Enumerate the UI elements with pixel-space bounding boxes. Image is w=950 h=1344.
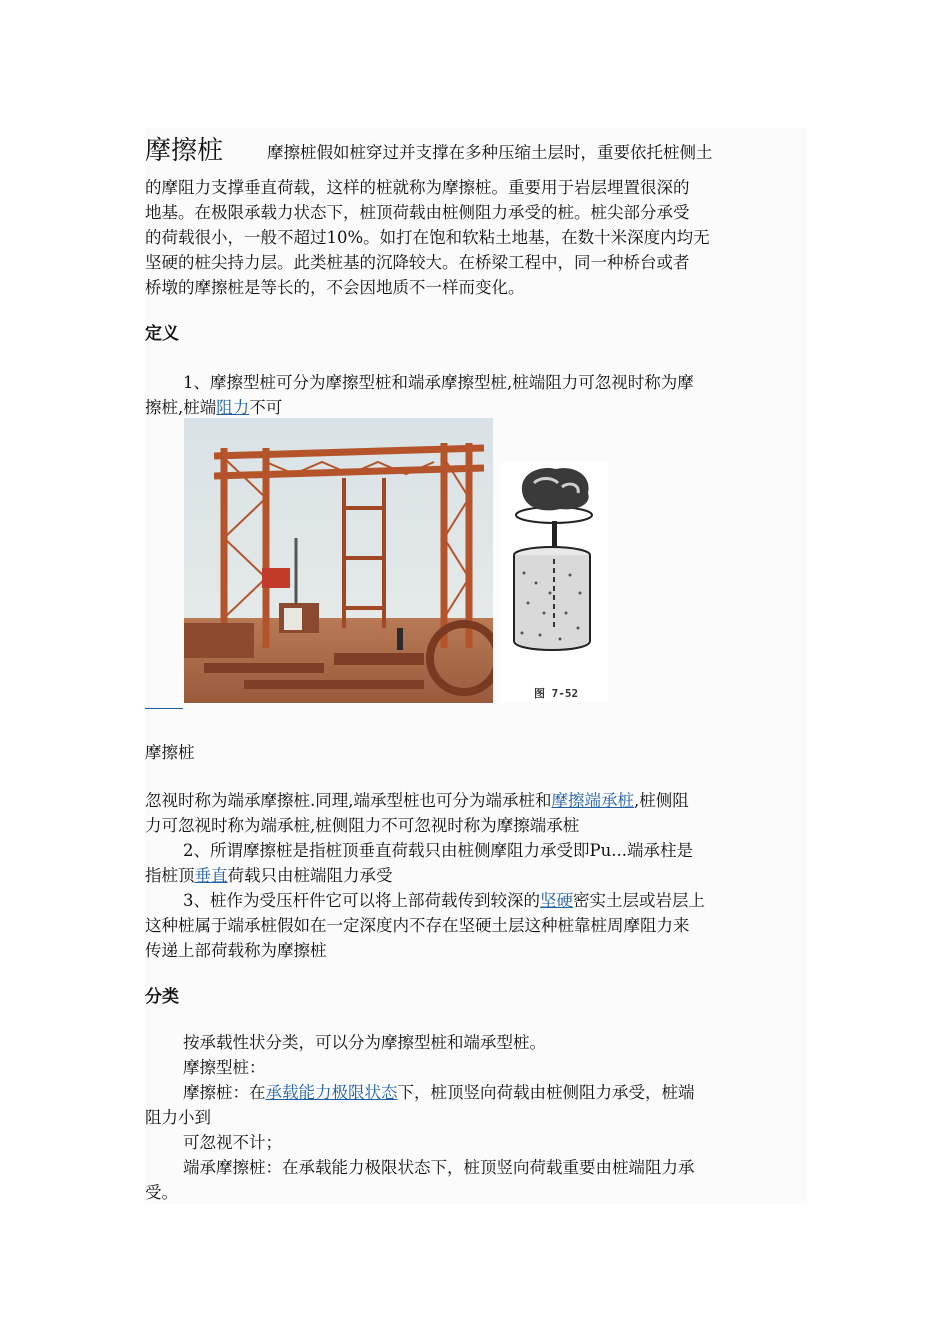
text-run: 摩擦桩：在 xyxy=(183,1083,266,1102)
page-title: 摩擦桩 xyxy=(145,136,224,166)
paragraph-line: 力可忽视时称为端承桩,桩侧阻力不可忽视时称为摩擦端承桩 xyxy=(145,816,580,835)
intro-line: 地基。在极限承载力状态下，桩顶荷载由桩侧阻力承受的桩。桩尖部分承受 xyxy=(145,203,690,222)
friction-pile-diagram xyxy=(500,463,608,703)
intro-line-1: 摩擦桩假如桩穿过并支撑在多种压缩土层时，重要依托桩侧土 xyxy=(267,143,713,162)
paragraph-line: 摩擦型桩： xyxy=(183,1058,266,1077)
construction-site-image xyxy=(184,418,493,703)
link-hard[interactable]: 坚硬 xyxy=(540,891,573,910)
intro-paragraph xyxy=(145,175,807,325)
paragraph-line: 这种桩属于端承桩假如在一定深度内不存在坚硬土层这种桩靠桩周摩阻力来 xyxy=(145,916,690,935)
text-run: 荷载只由桩端阻力承受 xyxy=(227,866,393,885)
definition-paragraph-2 xyxy=(145,788,807,963)
paragraph-line: 端承摩擦桩：在承载能力极限状态下，桩顶竖向荷载重要由桩端阻力承 xyxy=(183,1158,695,1177)
link-resistance[interactable]: 阻力 xyxy=(216,398,250,417)
paragraph-line: 阻力小到 xyxy=(145,1108,211,1127)
paragraph-line: 1、摩擦型桩可分为摩擦型桩和端承摩擦型桩,桩端阻力可忽视时称为摩 xyxy=(183,373,694,392)
definition-paragraph-1 xyxy=(145,370,807,420)
text-run: 下，桩顶竖向荷载由桩侧阻力承受，桩端 xyxy=(397,1083,695,1102)
pile-driving-rig-photo xyxy=(184,418,493,703)
paragraph-line xyxy=(145,395,807,420)
caption-link-underline[interactable] xyxy=(145,708,183,709)
intro-line: 坚硬的桩尖持力层。此类桩基的沉降较大。在桥梁工程中，同一种桥台或者 xyxy=(145,253,690,272)
paragraph-line: 受。 xyxy=(145,1183,178,1202)
link-vertical[interactable]: 垂直 xyxy=(194,866,228,885)
link-ultimate-limit-state[interactable]: 承载能力极限状态 xyxy=(265,1083,398,1102)
section-heading-definition: 定义 xyxy=(145,324,179,344)
text-run: 擦桩,桩端 xyxy=(145,398,217,417)
paragraph-line xyxy=(145,1080,807,1105)
paragraph-line: 传递上部荷载称为摩擦桩 xyxy=(145,941,327,960)
figure-label: 图 7-52 xyxy=(534,687,579,700)
paragraph-line: 2、所谓摩擦桩是指桩顶垂直荷载只由桩侧摩阻力承受即Pu...端承柱是 xyxy=(183,841,693,860)
intro-line: 的摩阻力支撑垂直荷载，这样的桩就称为摩擦桩。重要用于岩层埋置很深的 xyxy=(145,178,690,197)
text-run: ,桩侧阻 xyxy=(634,791,689,810)
intro-line: 的荷载很小，一般不超过10%。如打在饱和软粘土地基，在数十米深度内均无 xyxy=(145,228,710,247)
text-run: 3、桩作为受压杆件它可以将上部荷载传到较深的 xyxy=(183,891,540,910)
image-caption: 摩擦桩 xyxy=(145,743,195,762)
paragraph-line: 可忽视不计； xyxy=(183,1133,282,1152)
paragraph-line xyxy=(145,888,807,913)
intro-line xyxy=(145,300,807,325)
paragraph-line xyxy=(145,788,807,813)
link-friction-end-bearing-pile[interactable]: 摩擦端承桩 xyxy=(551,791,634,810)
paragraph-line: 按承载性状分类，可以分为摩擦型桩和端承型桩。 xyxy=(183,1033,546,1052)
section-heading-classification: 分类 xyxy=(145,987,179,1007)
text-run: 指桩顶 xyxy=(145,866,195,885)
classification-paragraph xyxy=(145,1030,807,1205)
intro-line: 桥墩的摩擦桩是等长的，不会因地质不一样而变化。 xyxy=(145,278,525,297)
text-run: 不可 xyxy=(249,398,283,417)
pile-schematic-figure xyxy=(500,463,608,703)
text-run: 密实土层或岩层上 xyxy=(573,891,705,910)
text-run: 忽视时称为端承摩擦桩.同理,端承型桩也可分为端承桩和 xyxy=(145,791,552,810)
paragraph-line xyxy=(145,863,807,888)
